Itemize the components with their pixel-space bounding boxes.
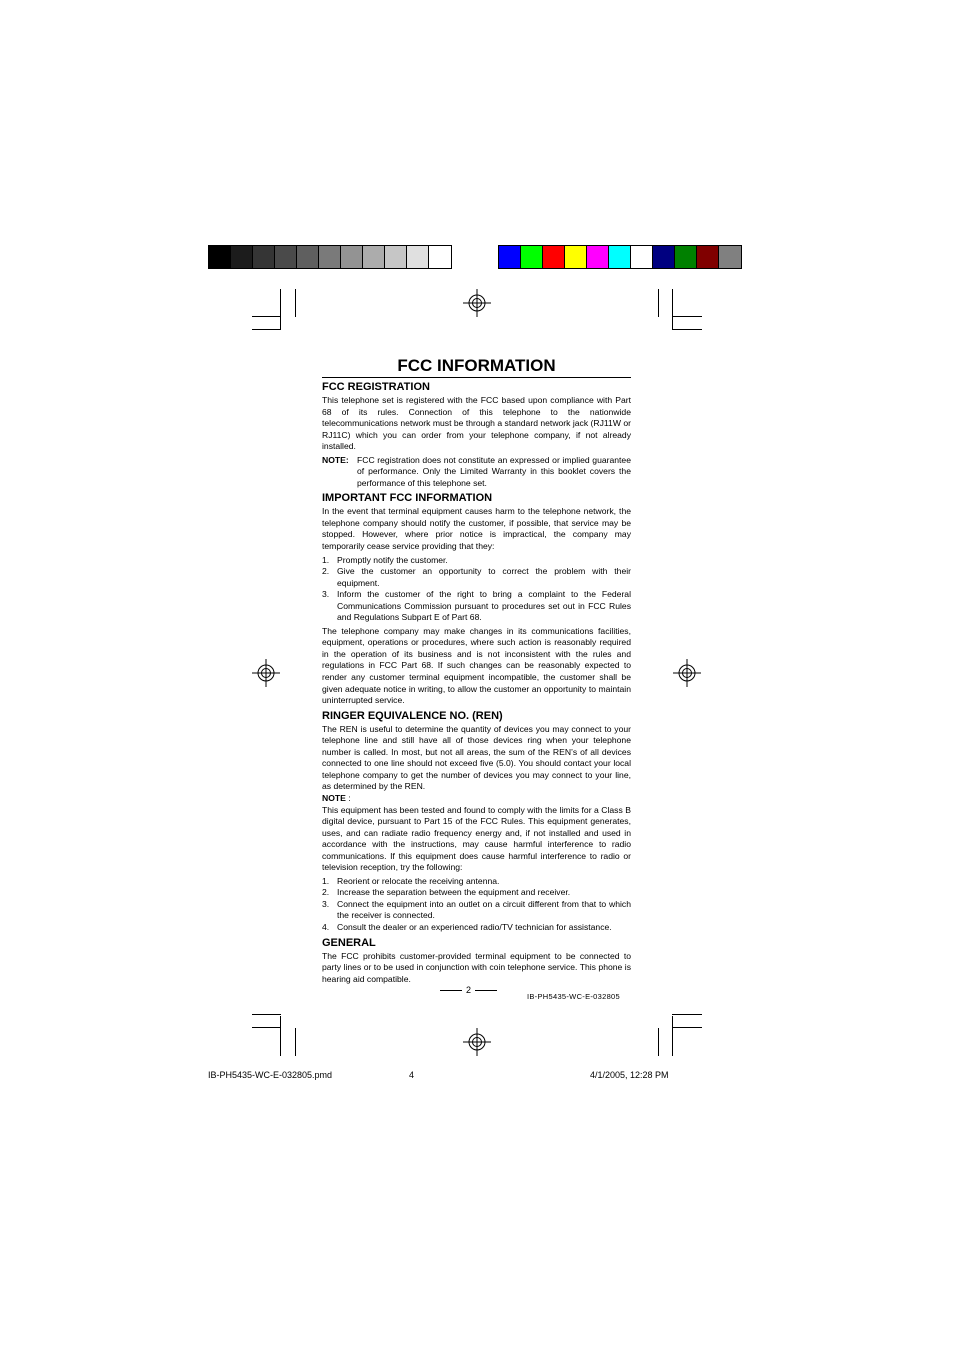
color-swatch-6 (609, 246, 631, 268)
list-item: 3. Connect the equipment into an outlet on a circuit different from that to which the receiver is connected. (322, 898, 631, 921)
color-swatch-4 (565, 246, 587, 268)
footer-datetime: 4/1/2005, 12:28 PM (590, 1070, 669, 1080)
ren-list (322, 876, 631, 934)
gray-swatch-4 (275, 246, 297, 268)
page-title: FCC INFORMATION (322, 356, 631, 378)
gray-swatch-1 (209, 246, 231, 268)
color-swatch-8 (653, 246, 675, 268)
gray-swatch-7 (341, 246, 363, 268)
registration-mark-top (463, 289, 491, 317)
list-item: 1. Promptly notify the customer. (322, 554, 448, 565)
registration-mark-right (673, 659, 701, 687)
general-paragraph: The FCC prohibits customer-provided terminal equipment to be connected to party lines or to be used in conjunction with coin telephone service. This phone is hearing aid compatible. (322, 950, 631, 984)
list-item: 3. Inform the customer of the right to bring a complaint to the Federal Communications Commission pursuant to procedures set out in FCC Rules and Regulations Subpart E of Part 68. (322, 589, 631, 623)
important-list (322, 555, 631, 624)
gray-swatch-2 (231, 246, 253, 268)
registration-note: NOTE: FCC registration does not constitute an expressed or implied guarantee of performance. Only the Limited Warranty in this booklet covers the performance of this telephone set. (322, 454, 631, 488)
note-label: NOTE (322, 454, 346, 465)
registration-mark-bottom (463, 1028, 491, 1056)
ren-note-paragraph: This equipment has been tested and found to comply with the limits for a Class B digital device, pursuant to Part 15 of the FCC Rules. This equipment generates, uses, and can radiate radio frequency energy and, if not installed and used in accordance with the instructions, may cause harmful interference to radio communications. If this equipment does cause harmful interference to radio or television reception, try the following: (322, 804, 631, 873)
gray-swatch-11 (429, 246, 451, 268)
color-swatch-1 (499, 246, 521, 268)
ren-paragraph: The REN is useful to determine the quantity of devices you may connect to your telephone line and still have all of those devices ring when your telephone number is called. In most, but not all areas, the sum of the REN’s of all devices connected to one line should not exceed five (5.0). You should contact your local telephone company to get the number of devices you may connect to your line, as determined by the REN. (322, 723, 631, 792)
list-item: 1. Reorient or relocate the receiving antenna. (322, 875, 500, 886)
manual-page-content (322, 356, 631, 985)
list-item: 2. Increase the separation between the equipment and receiver. (322, 887, 571, 898)
section-heading-registration: FCC REGISTRATION (322, 381, 430, 393)
important-body-paragraph: The telephone company may make changes in its communications facilities, equipment, operations or procedures, where such action is reasonably required in the operation of its business and is not inconsistent with the rules and regulations in FCC Part 68. If such changes can be reasonably expected to render any customer terminal equipment incompatible, the customer shall be given adequate notice in writing, to allow the customer an opportunity to maintain uninterrupted service. (322, 625, 631, 706)
section-heading-general: GENERAL (322, 936, 376, 949)
color-swatch-7 (631, 246, 653, 268)
list-item: 2. Give the customer an opportunity to correct the problem with their equipment. (322, 566, 631, 588)
color-bar (498, 245, 742, 269)
color-swatch-10 (697, 246, 719, 268)
important-intro-paragraph: In the event that terminal equipment causes harm to the telephone network, the telephone company should notify the customer, if possible, that service may be stopped. However, where prior notice is impractical, the company may temporarily cease service providing that they: (322, 506, 631, 552)
color-swatch-11 (719, 246, 741, 268)
document-code: IB-PH5435-WC-E-032805 (527, 992, 621, 1001)
gray-swatch-9 (385, 246, 407, 268)
grayscale-bar (208, 245, 452, 269)
list-item: 4. Consult the dealer or an experienced radio/TV technician for assistance. (322, 921, 612, 932)
gray-swatch-6 (319, 246, 341, 268)
gray-swatch-8 (363, 246, 385, 268)
page-number: 2 (440, 985, 497, 995)
note-text: FCC registration does not constitute an expressed or implied guarantee of performance. Only the Limited Warranty in this booklet covers the performance of this telephone set. (357, 454, 631, 488)
color-swatch-2 (521, 246, 543, 268)
registration-mark-left (252, 659, 280, 687)
gray-swatch-10 (407, 246, 429, 268)
gray-swatch-3 (253, 246, 275, 268)
registration-paragraph: This telephone set is registered with the FCC based upon compliance with Part 68 of its rules. Connection of this telephone to the nationwide telecommunications network must be through a standard network jack (RJ11W or RJ11C) which you can order from your telephone company, if not already installed. (322, 395, 631, 452)
color-swatch-3 (543, 246, 565, 268)
section-heading-important: IMPORTANT FCC INFORMATION (322, 492, 493, 505)
color-swatch-5 (587, 246, 609, 268)
ren-note-label: NOTE : (322, 792, 351, 803)
color-swatch-9 (675, 246, 697, 268)
section-heading-ren: RINGER EQUIVALENCE NO. (REN) (322, 709, 503, 722)
gray-swatch-5 (297, 246, 319, 268)
footer-filename: IB-PH5435-WC-E-032805.pmd (208, 1070, 333, 1080)
footer-page-number: 4 (409, 1070, 415, 1080)
